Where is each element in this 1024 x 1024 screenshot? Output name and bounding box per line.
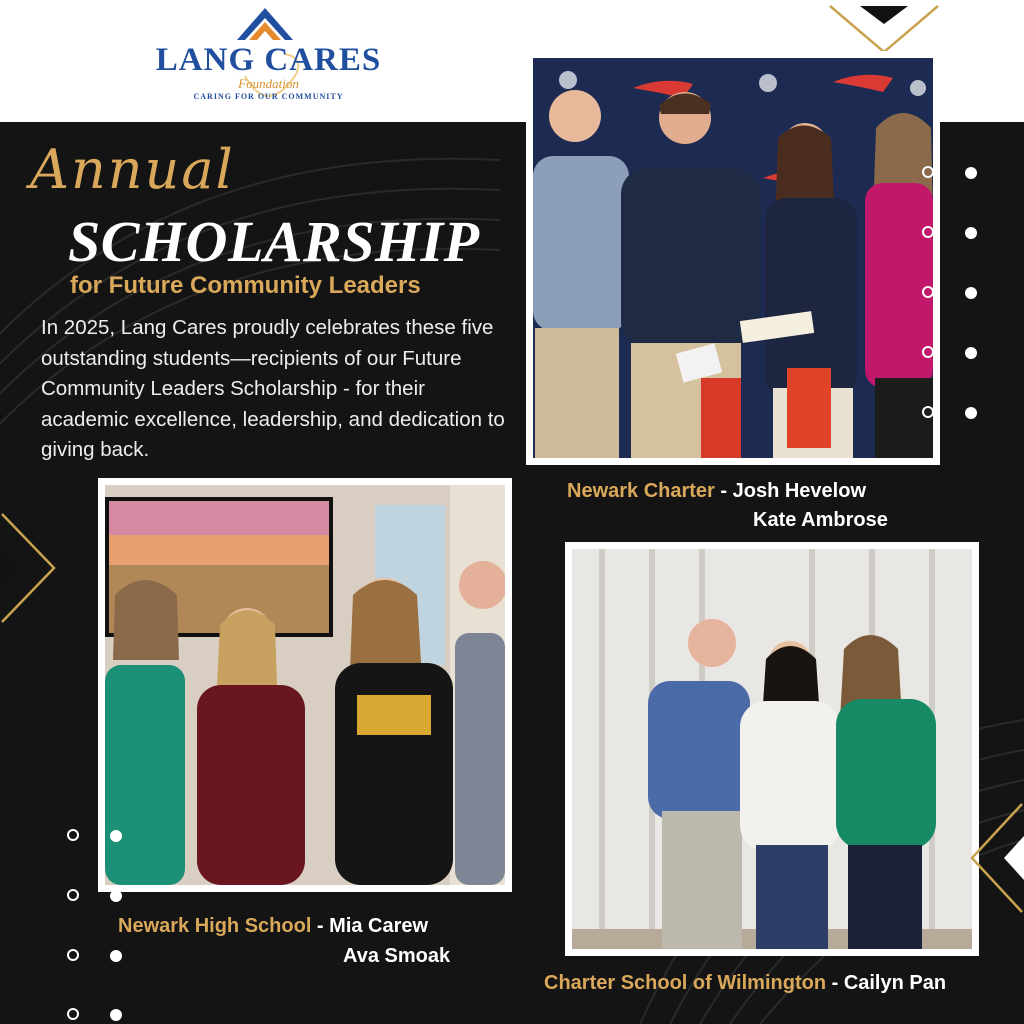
school-name: Charter School of Wilmington	[544, 972, 827, 994]
logo-name: LANG CARES	[155, 42, 382, 78]
chevron-right-icon	[0, 510, 58, 626]
decorative-dot	[67, 949, 79, 961]
decorative-dot	[110, 1009, 122, 1021]
photo-newark-high	[98, 478, 512, 892]
school-name: Newark Charter	[567, 480, 715, 502]
newark-high-photo-image	[105, 485, 505, 885]
decorative-dot	[965, 407, 977, 419]
intro-paragraph: In 2025, Lang Cares proudly celebrates these five outstanding students—recipients of our Future Community Leaders Scholarship - for their academic excellence, leadership, and dedication to giving back.	[41, 316, 505, 461]
scholarship-subtitle: for Future Community Leaders	[70, 272, 421, 299]
decorative-dot	[922, 406, 934, 418]
chevron-left-icon	[968, 800, 1024, 916]
decorative-dot	[110, 830, 122, 842]
decorative-dot	[67, 889, 79, 901]
decorative-dot	[965, 347, 977, 359]
decorative-dot	[922, 226, 934, 238]
caption-newark-charter-second-name: Kate Ambrose	[753, 509, 888, 531]
decorative-dot	[922, 346, 934, 358]
decorative-dot	[965, 227, 977, 239]
caption-newark-high-second-name: Ava Smoak	[343, 945, 451, 967]
photo-charter-wilmington	[565, 542, 979, 956]
caption-separator: -	[826, 972, 844, 994]
logo-tagline: CARING FOR OUR COMMUNITY	[193, 92, 344, 101]
scholarship-title: SCHOLARSHIP	[68, 209, 480, 274]
decorative-dot	[67, 1008, 79, 1020]
school-name: Newark High School	[118, 915, 312, 937]
annual-script-heading: Annual	[30, 138, 235, 201]
decorative-dot	[965, 167, 977, 179]
newark-charter-photo-image	[533, 58, 933, 458]
decorative-dot	[110, 950, 122, 962]
photo-newark-charter	[526, 51, 940, 465]
decorative-dot	[922, 166, 934, 178]
caption-newark-charter	[567, 480, 866, 503]
logo-foundation-label: Foundation	[238, 76, 299, 91]
caption-separator: -	[714, 480, 733, 502]
decorative-dot	[922, 286, 934, 298]
decorative-dot	[110, 890, 122, 902]
charter-wilmington-photo-image	[572, 549, 972, 949]
decorative-dot	[965, 287, 977, 299]
caption-separator: -	[311, 915, 330, 937]
caption-charter-wilmington	[544, 972, 946, 995]
student-name: Cailyn Pan	[843, 972, 947, 994]
student-name: Josh Hevelow	[732, 480, 867, 502]
student-name: Mia Carew	[329, 915, 429, 937]
lang-cares-logo	[145, 6, 390, 114]
caption-newark-high	[118, 915, 428, 938]
decorative-dot	[67, 829, 79, 841]
